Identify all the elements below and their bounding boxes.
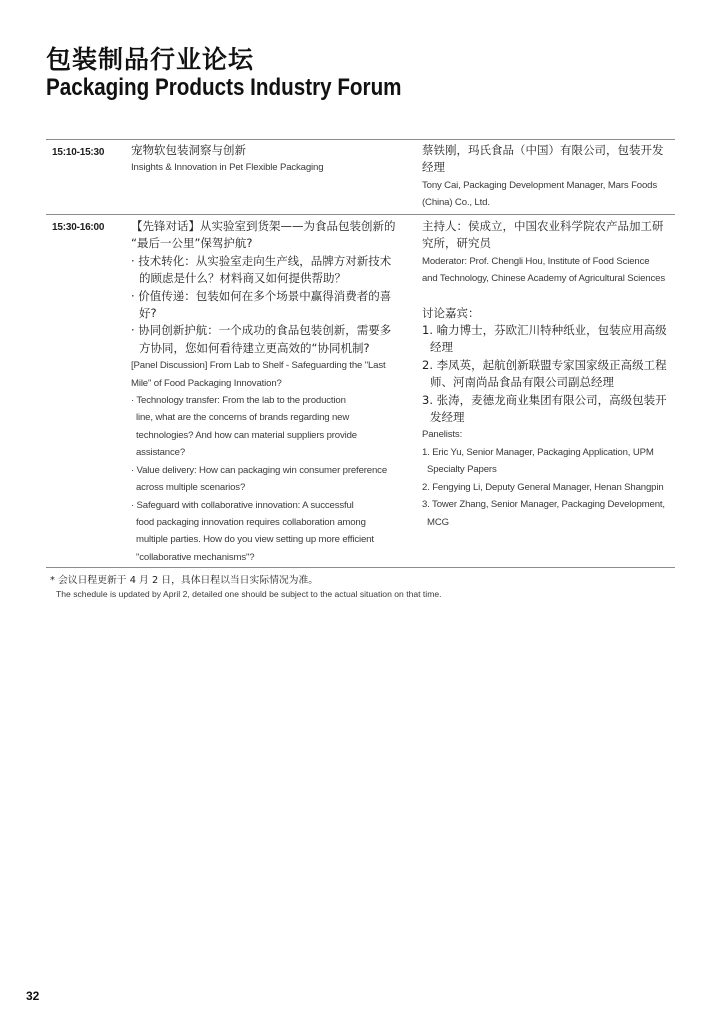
topic-cn-line: “最后一公里”保驾护航? <box>131 236 253 251</box>
session-2-speakers <box>422 218 667 531</box>
session-1-topic-en: Insights & Innovation in Pet Flexible Packaging <box>131 162 324 174</box>
moderator-block <box>422 218 667 288</box>
panelist-cn-line: 1. 喻力博士，芬欧汇川特种纸业，包装应用高级 <box>422 323 667 338</box>
session-2-topic-cn <box>131 218 396 357</box>
panelist-cn-line: 师、河南尚品食品有限公司副总经理 <box>430 375 614 390</box>
panelist-en-line: MCG <box>427 516 449 528</box>
panelist-cn-line: 发经理 <box>430 410 465 425</box>
topic-en-line: assistance? <box>136 447 186 459</box>
page-title-en: Packaging Products Industry Forum <box>46 74 402 101</box>
panelist-en-line: 2. Fengying Li, Deputy General Manager, Henan Shangpin <box>422 481 664 493</box>
panelist-en-line: Panelists: <box>422 429 463 441</box>
table-top-rule <box>46 139 675 140</box>
topic-cn-line: 【先锋对话】从实验室到货架——为食品包装创新的 <box>131 219 396 233</box>
topic-en-line: [Panel Discussion] From Lab to Shelf - Safeguarding the "Last <box>131 360 386 372</box>
topic-en-line: "collaborative mechanisms"? <box>136 551 255 563</box>
table-bottom-rule <box>46 567 675 568</box>
panelist-cn-line: 经理 <box>430 340 453 355</box>
topic-en-line: line, what are the concerns of brands regarding new <box>136 412 350 424</box>
moderator-cn-line: 主持人：侯成立，中国农业科学院农产品加工研 <box>422 219 664 233</box>
topic-en-line: technologies? And how can material suppliers provide <box>136 429 357 441</box>
session-1-speaker-en-line: Tony Cai, Packaging Development Manager, Mars Foods <box>422 179 657 191</box>
session-2-topic <box>131 218 396 566</box>
page-number: 32 <box>26 989 40 1003</box>
spacer <box>422 288 667 305</box>
session-1-speaker-cn-line: 蔡铁刚，玛氏食品（中国）有限公司，包装开发 <box>422 143 664 157</box>
topic-cn-line: · 技术转化：从实验室走向生产线，品牌方对新技术 <box>131 253 392 268</box>
topic-cn-line: 好? <box>139 306 157 321</box>
topic-cn-line: 方协同，您如何看待建立更高效的“协同机制? <box>139 340 370 355</box>
session-2-time: 15:30-16:00 <box>52 222 105 233</box>
topic-cn-line: 的顾虑是什么？材料商又如何提供帮助？ <box>139 271 346 286</box>
session-1-speaker-cn-line: 经理 <box>422 160 445 175</box>
topic-en-line: Mile" of Food Packaging Innovation? <box>131 377 282 389</box>
footnote-en: The schedule is updated by April 2, detailed one should be subject to the actual situation on that time. <box>56 589 442 599</box>
topic-en-line: · Technology transfer: From the lab to the production <box>131 395 346 407</box>
panelist-cn-line: 2. 李凤英，起航创新联盟专家国家级正高级工程 <box>422 357 667 372</box>
session-1-topic <box>131 142 323 177</box>
topic-en-line: across multiple scenarios? <box>136 482 246 494</box>
session-1-topic-cn: 宠物软包装洞察与创新 <box>131 143 246 157</box>
moderator-cn-line: 究所，研究员 <box>422 236 491 251</box>
topic-en-line: food packaging innovation requires collaboration among <box>136 516 366 528</box>
row-divider <box>46 214 675 215</box>
panelist-en-line: 3. Tower Zhang, Senior Manager, Packaging Development, <box>422 499 665 511</box>
panelist-en-line: 1. Eric Yu, Senior Manager, Packaging Application, UPM <box>422 446 654 458</box>
footnote-cn: * 会议日程更新于 4 月 2 日，具体日程以当日实际情况为准。 <box>50 575 319 586</box>
panelists-block <box>422 305 667 531</box>
topic-en-line: · Value delivery: How can packaging win consumer preference <box>131 464 387 476</box>
topic-en-line: multiple parties. How do you view setting up more efficient <box>136 534 374 546</box>
panelist-en-line: Specialty Papers <box>427 464 497 476</box>
topic-cn-line: · 协同创新护航：一个成功的食品包装创新，需要多 <box>131 323 392 338</box>
session-1-speaker-en-line: (China) Co., Ltd. <box>422 197 490 209</box>
panelist-cn-line: 讨论嘉宾： <box>422 305 480 320</box>
session-1-time: 15:10-15:30 <box>52 147 105 158</box>
session-2-topic-en <box>131 357 396 566</box>
moderator-en-line: and Technology, Chinese Academy of Agricultural Sciences <box>422 273 665 285</box>
moderator-en-line: Moderator: Prof. Chengli Hou, Institute of Food Science <box>422 255 650 267</box>
topic-en-line: · Safeguard with collaborative innovation: A successful <box>131 499 354 511</box>
session-1-speaker <box>422 142 664 212</box>
page-title-cn: 包装制品行业论坛 <box>46 45 255 74</box>
topic-cn-line: · 价值传递：包装如何在多个场景中赢得消费者的喜 <box>131 288 392 303</box>
panelist-cn-line: 3. 张涛，麦德龙商业集团有限公司，高级包装开 <box>422 392 667 407</box>
